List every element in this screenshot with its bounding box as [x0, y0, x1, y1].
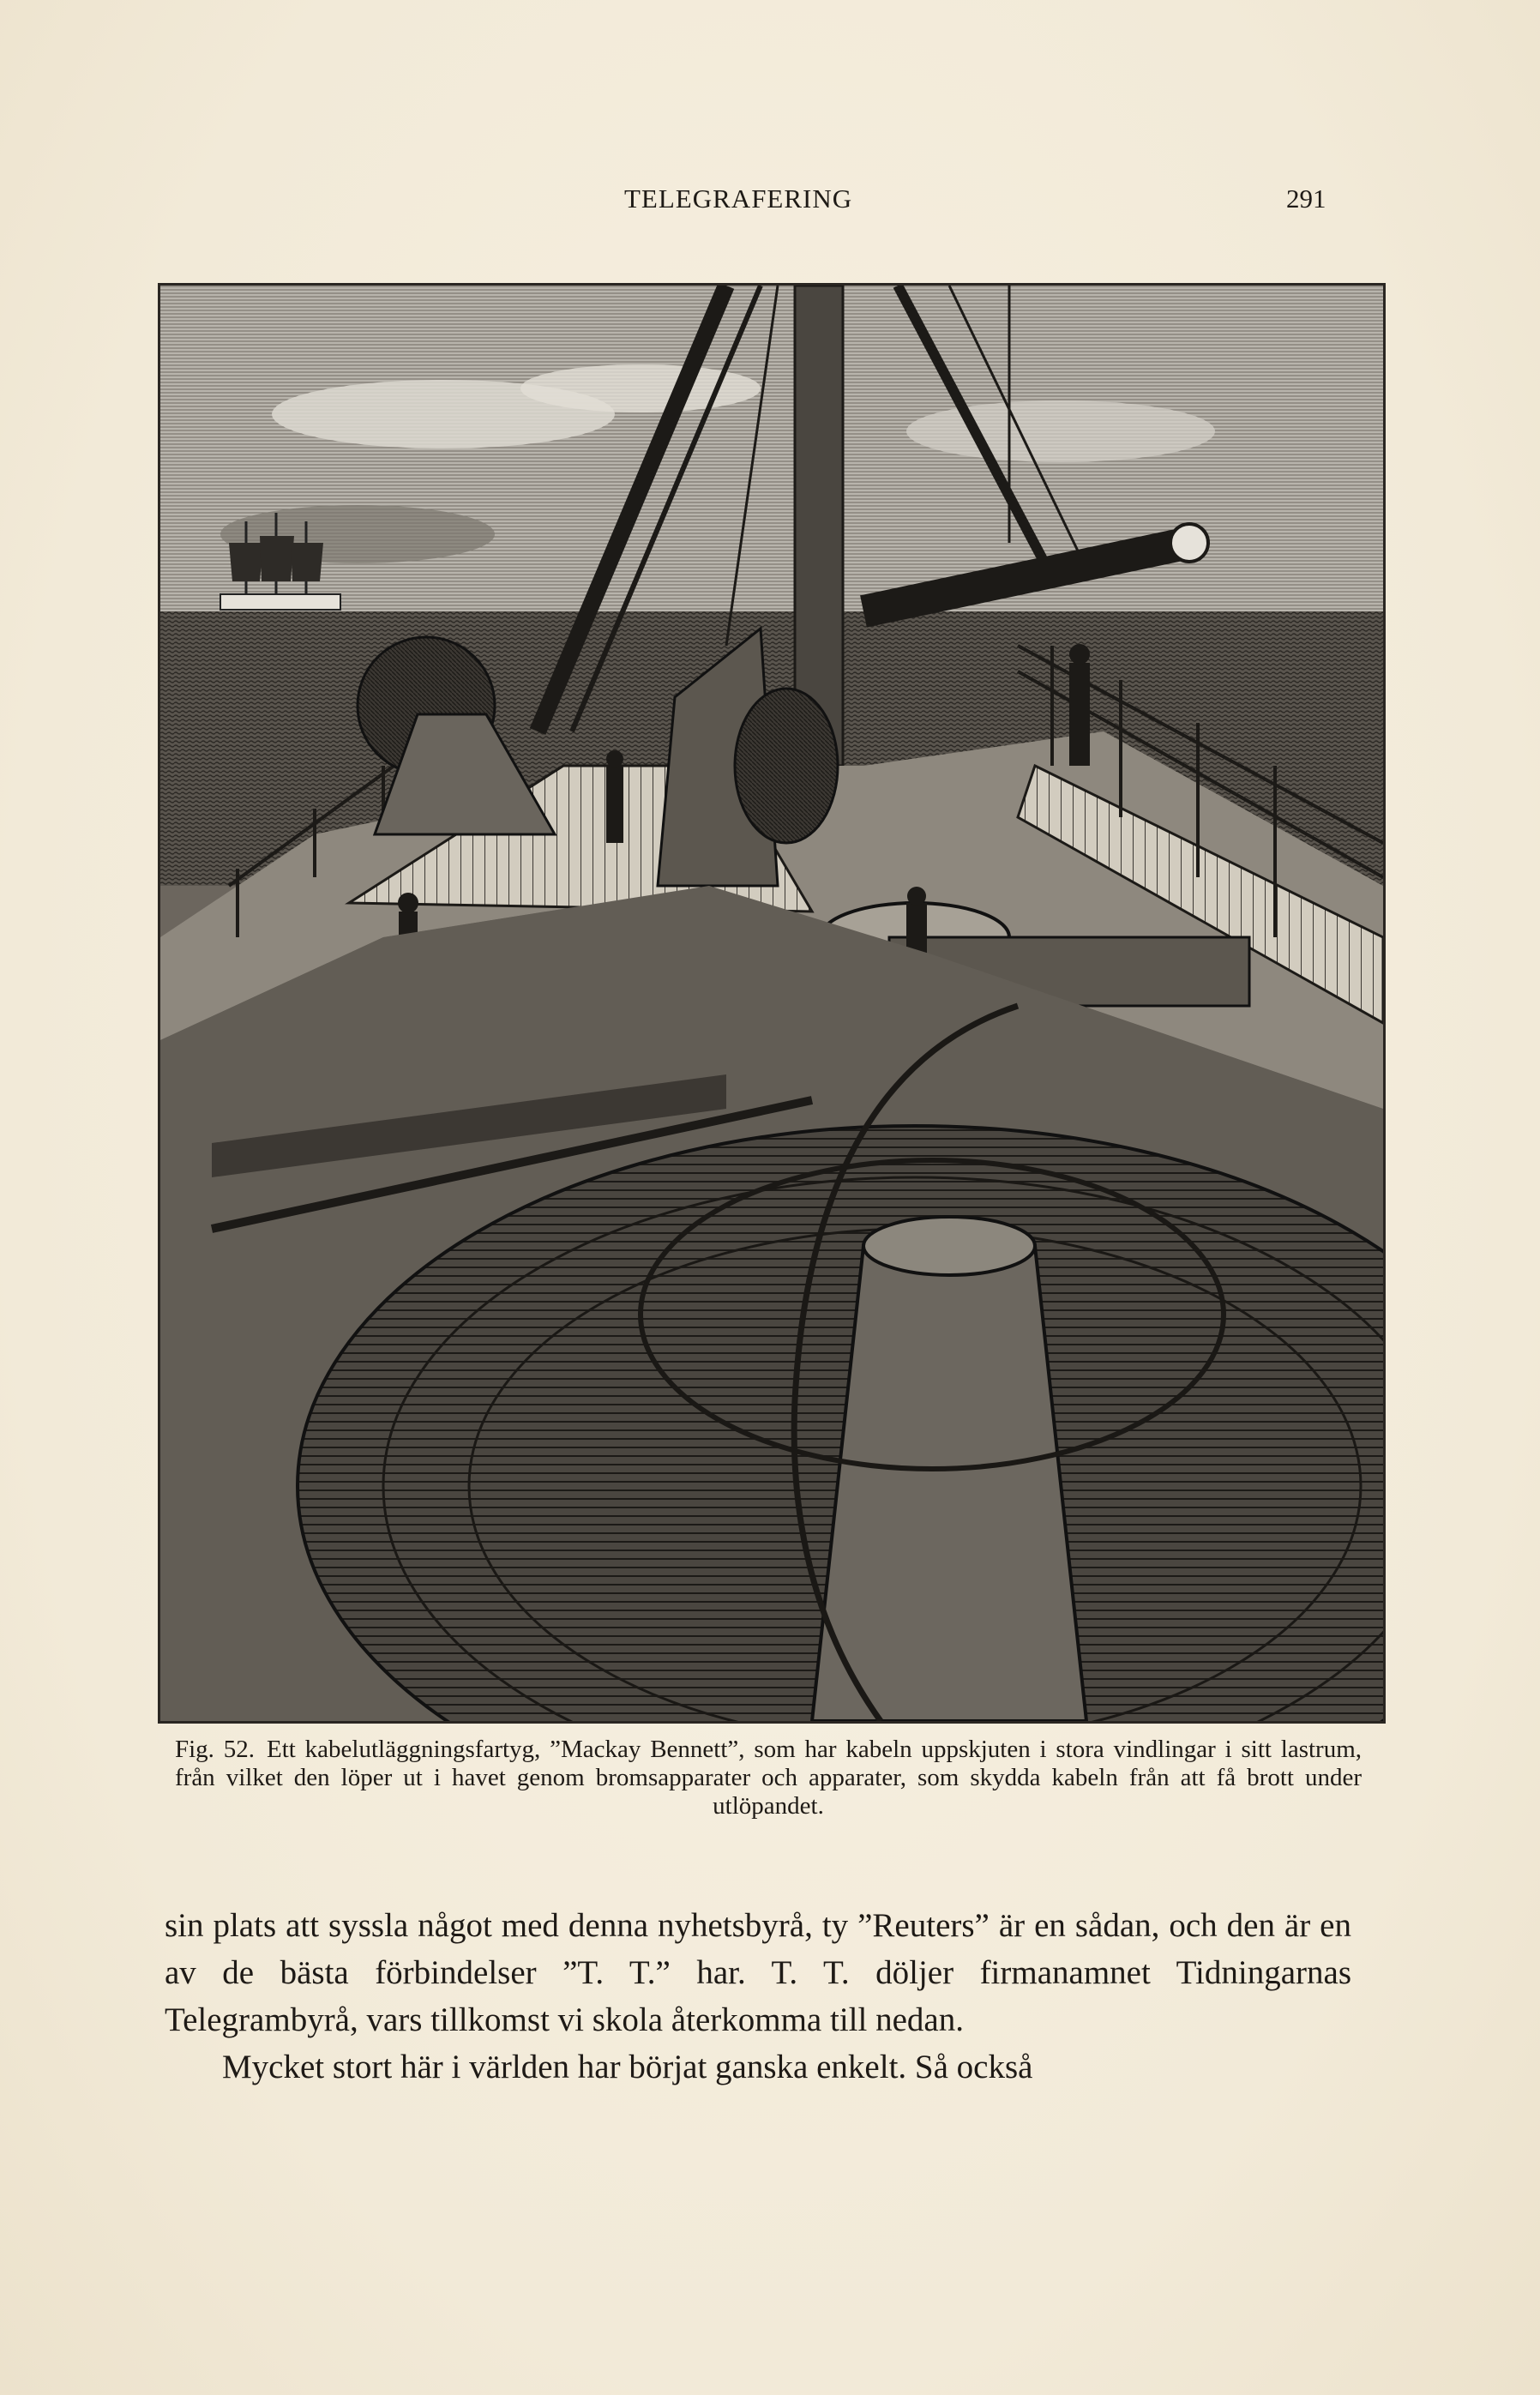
running-header	[0, 184, 1540, 218]
running-title: TELEGRAFERING	[624, 184, 853, 214]
figure-label: Fig. 52.	[175, 1736, 256, 1763]
figure-caption-text: Ett kabelutläggningsfartyg, ”Mackay Bennett”, som har kabeln uppskjuten i stora vindlingar i sitt lastrum, från vilket den löper ut i havet genom bromsapparater och apparater, som skydda kabeln från att få brott under utlöpandet.	[175, 1736, 1363, 1820]
figure-caption	[175, 1736, 1362, 1820]
cable-ship-engraving	[160, 286, 1383, 1721]
paragraph: sin plats att syssla något med denna nyhetsbyrå, ty ”Reuters” är en sådan, och den är en av de bästa förbindelser ”T. T.” har. T. T. döljer firmanamnet Tidningarnas Telegrambyrå, vars tillkomst vi skola återkomma till nedan.	[165, 1907, 1351, 2038]
engraving-illustration	[158, 283, 1386, 1724]
body-text	[165, 1902, 1351, 2091]
paragraph: Mycket stort här i världen har börjat ganska enkelt. Så också	[222, 2049, 1033, 2085]
page-number: 291	[1286, 184, 1326, 214]
